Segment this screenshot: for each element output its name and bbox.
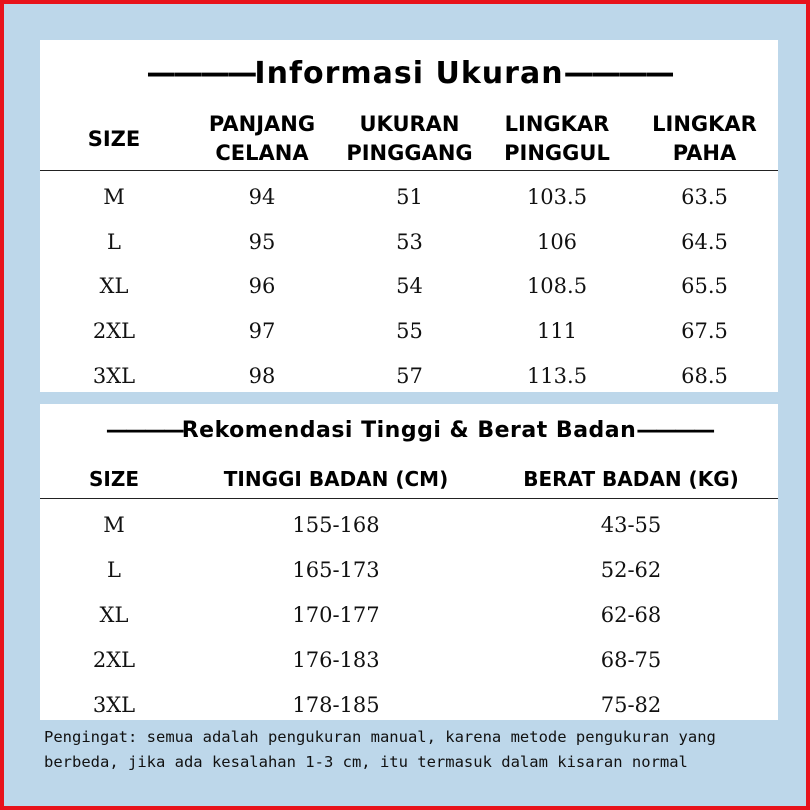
cell-panjang: 98 <box>248 363 276 388</box>
cell-paha: 63.5 <box>681 185 728 210</box>
table-row <box>40 353 778 398</box>
cell-berat: 75-82 <box>600 692 662 717</box>
table-row <box>40 171 778 220</box>
cell-tinggi: 165-173 <box>292 558 380 583</box>
table-header-row <box>40 460 778 499</box>
cell-pinggul: 111 <box>536 319 578 344</box>
cell-size: 2XL <box>92 647 136 672</box>
table-row <box>40 593 778 638</box>
header-size: SIZE <box>40 460 188 499</box>
table-row <box>40 220 778 265</box>
cell-pinggul: 103.5 <box>526 185 588 210</box>
cell-panjang: 95 <box>248 229 276 254</box>
cell-pinggang: 54 <box>396 274 423 299</box>
cell-panjang: 97 <box>248 319 276 344</box>
cell-panjang: 96 <box>248 274 276 299</box>
header-berat-badan: BERAT BADAN (KG) <box>484 460 778 499</box>
cell-tinggi: 178-185 <box>292 692 380 717</box>
title-text: Informasi Ukuran <box>254 56 564 91</box>
table-row <box>40 264 778 309</box>
header-ukuran-pinggang: UKURAN PINGGANG <box>336 108 483 171</box>
cell-berat: 68-75 <box>600 647 662 672</box>
cell-pinggul: 113.5 <box>526 363 588 388</box>
cell-pinggang: 55 <box>396 319 423 344</box>
cell-pinggang: 51 <box>396 185 423 210</box>
cell-berat: 52-62 <box>600 558 662 583</box>
title-dash-left: ———— <box>105 418 182 443</box>
recommendation-panel <box>40 404 778 720</box>
size-info-title <box>40 56 778 91</box>
table-header-row <box>40 108 778 171</box>
cell-size: 3XL <box>92 363 136 388</box>
cell-size: L <box>107 558 121 583</box>
title-dash-right: ———— <box>563 56 672 91</box>
size-info-table <box>40 108 778 398</box>
cell-panjang: 94 <box>248 185 276 210</box>
size-info-panel <box>40 40 778 392</box>
title-text: Rekomendasi Tinggi & Berat Badan <box>181 418 637 443</box>
cell-tinggi: 155-168 <box>292 513 380 538</box>
page-background <box>4 4 806 806</box>
cell-berat: 62-68 <box>600 602 662 627</box>
cell-paha: 64.5 <box>681 229 728 254</box>
recommendation-table <box>40 460 778 727</box>
cell-size: XL <box>99 602 129 627</box>
table-row <box>40 309 778 354</box>
cell-paha: 67.5 <box>681 319 728 344</box>
measurement-note: Pengingat: semua adalah pengukuran manual, karena metode pengukuran yang berbeda, jika ada kesalahan 1-3 cm, itu termasuk dalam kisaran normal <box>44 728 716 771</box>
recommendation-title <box>40 418 778 443</box>
cell-pinggang: 53 <box>396 229 423 254</box>
cell-paha: 68.5 <box>681 363 728 388</box>
cell-size: 3XL <box>92 692 136 717</box>
cell-size: M <box>103 513 125 538</box>
cell-pinggang: 57 <box>396 363 423 388</box>
table-row <box>40 682 778 727</box>
header-lingkar-pinggul: LINGKAR PINGGUL <box>483 108 631 171</box>
title-dash-left: ———— <box>146 56 255 91</box>
cell-size: L <box>107 229 121 254</box>
header-panjang-celana: PANJANG CELANA <box>188 108 336 171</box>
cell-tinggi: 170-177 <box>292 602 380 627</box>
table-row <box>40 499 778 548</box>
header-size: SIZE <box>40 108 188 171</box>
table-row <box>40 548 778 593</box>
cell-tinggi: 176-183 <box>292 647 380 672</box>
cell-size: M <box>103 185 125 210</box>
header-tinggi-badan: TINGGI BADAN (CM) <box>188 460 484 499</box>
cell-paha: 65.5 <box>681 274 728 299</box>
cell-size: XL <box>99 274 129 299</box>
title-dash-right: ———— <box>636 418 713 443</box>
cell-size: 2XL <box>92 319 136 344</box>
header-lingkar-paha: LINGKAR PAHA <box>631 108 778 171</box>
table-row <box>40 637 778 682</box>
cell-pinggul: 106 <box>536 229 578 254</box>
cell-berat: 43-55 <box>600 513 662 538</box>
cell-pinggul: 108.5 <box>526 274 588 299</box>
